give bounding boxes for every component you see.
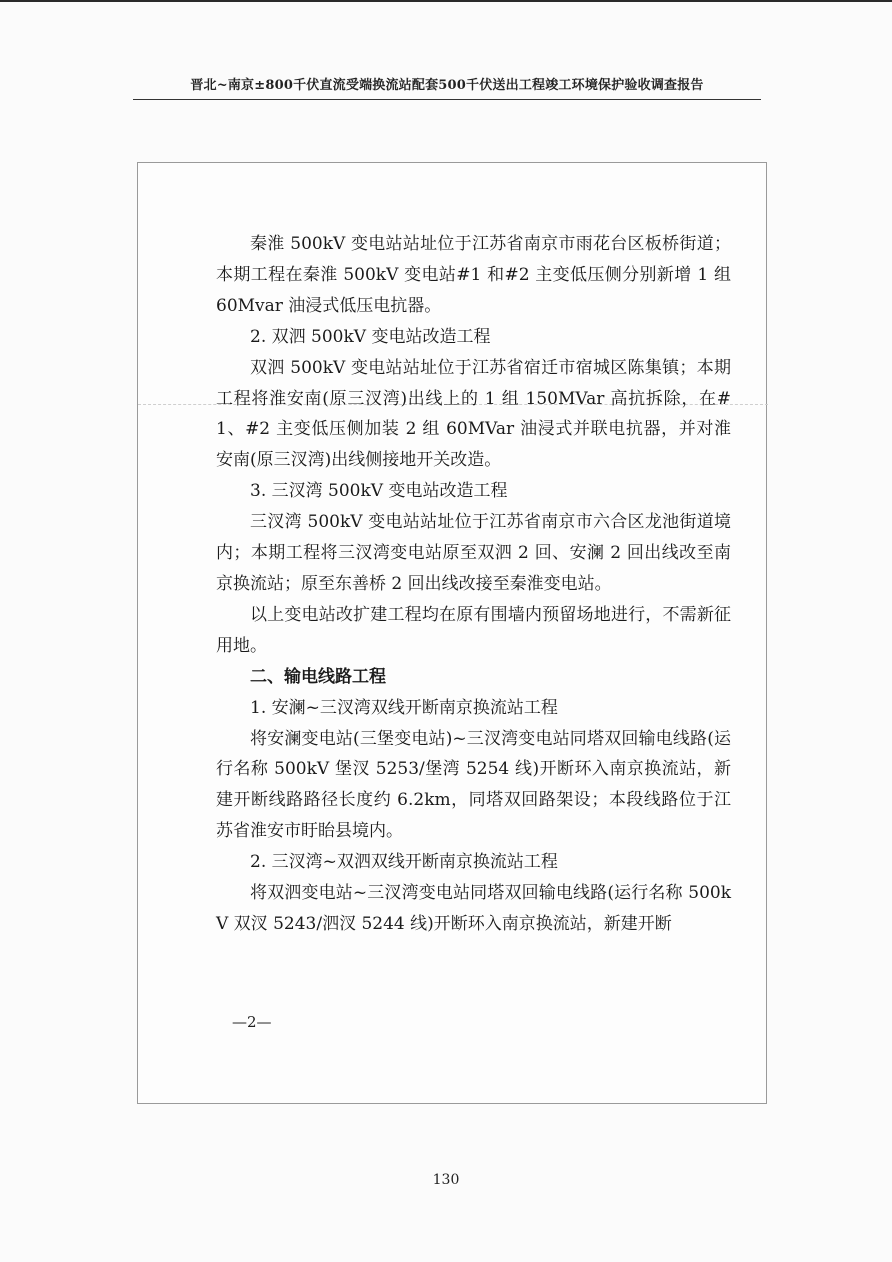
- paragraph-anlan-sanchawan-line: 将安澜变电站(三堡变电站)~三汊湾变电站同塔双回输电线路(运行名称 500kV 堡汊 5253/堡湾 5254 线)开断环入南京换流站，新建开断线路路径长度约 6.2km，同塔双回路架设；本段线路位于江苏省淮安市盱眙县境内。: [216, 728, 731, 842]
- inner-page-number: —2—: [232, 1013, 272, 1031]
- report-running-header: 晋北~南京±800千伏直流受端换流站配套500千伏送出工程竣工环境保护验收调查报告: [190, 78, 704, 93]
- document-body: [216, 229, 731, 940]
- paragraph-qinhuai-substation: 秦淮 500kV 变电站站址位于江苏省南京市雨花台区板桥街道；本期工程在秦淮 500kV 变电站#1 和#2 主变低压侧分别新增 1 组 60Mvar 油浸式低压电抗器。: [216, 234, 731, 316]
- heading-anlan-sanchawan-line: 1. 安澜~三汊湾双线开断南京换流站工程: [250, 697, 558, 718]
- paragraph-shuangsi-substation: 双泗 500kV 变电站站址位于江苏省宿迁市宿城区陈集镇；本期工程将淮安南(原三汊湾)出线上的 1 组 150MVar 高抗拆除，在#1、#2 主变低压侧加装 2 组 60MVar 油浸式并联电抗器，并对淮安南(原三汊湾)出线侧接地开关改造。: [216, 357, 731, 471]
- paragraph-land-use-note: 以上变电站改扩建工程均在原有围墙内预留场地进行，不需新征用地。: [216, 604, 731, 656]
- section-heading-transmission-lines: 二、输电线路工程: [250, 666, 386, 687]
- paragraph-sanchawan-substation: 三汊湾 500kV 变电站站址位于江苏省南京市六合区龙池街道境内；本期工程将三汊湾变电站原至双泗 2 回、安澜 2 回出线改至南京换流站；原至东善桥 2 回出线改接至秦淮变电站。: [216, 512, 731, 594]
- heading-sanchawan-shuangsi-line: 2. 三汊湾~双泗双线开断南京换流站工程: [250, 852, 558, 873]
- heading-sanchawan-substation: 3. 三汊湾 500kV 变电站改造工程: [250, 481, 508, 502]
- top-border-line: [0, 0, 892, 2]
- embedded-document-page: [137, 162, 767, 1104]
- page-number: 130: [432, 1172, 460, 1188]
- header-rule: [133, 99, 761, 100]
- heading-shuangsi-substation: 2. 双泗 500kV 变电站改造工程: [250, 326, 491, 347]
- paragraph-sanchawan-shuangsi-line: 将双泗变电站~三汊湾变电站同塔双回输电线路(运行名称 500kV 双汊 5243/泗汊 5244 线)开断环入南京换流站，新建开断: [216, 883, 731, 934]
